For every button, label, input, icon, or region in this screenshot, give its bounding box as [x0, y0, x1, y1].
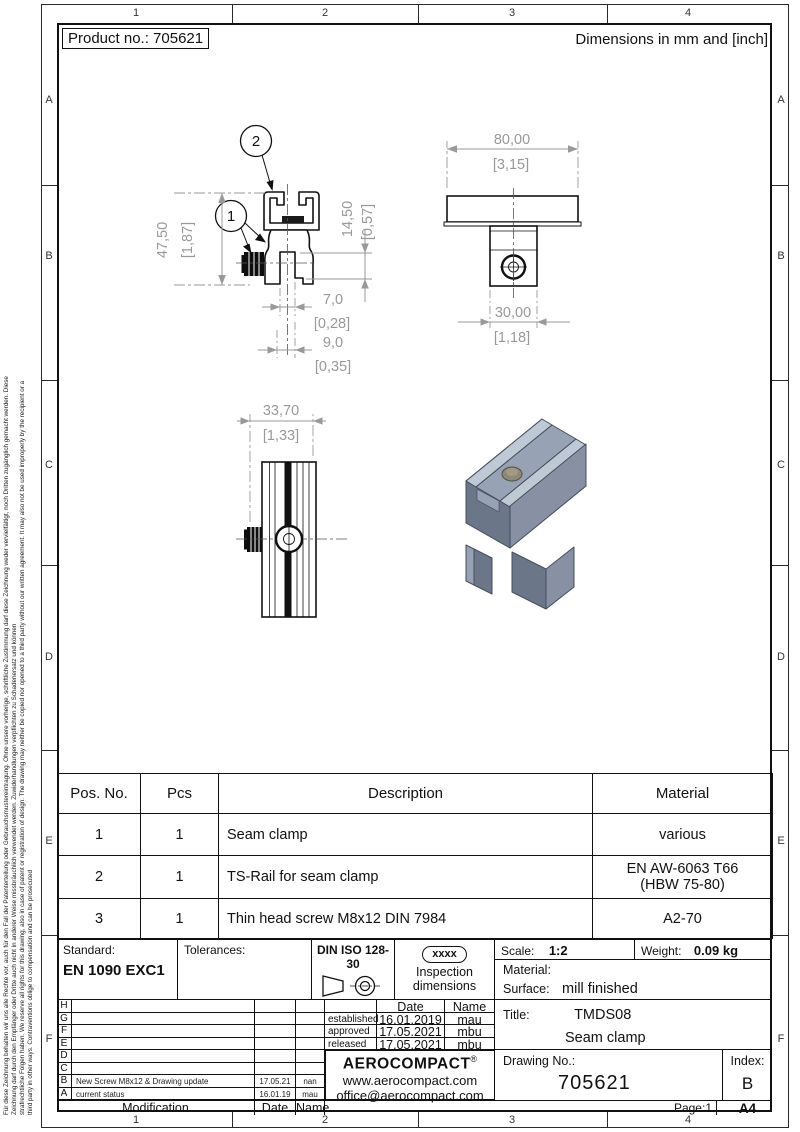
- grid-row-label: F: [45, 1033, 53, 1045]
- scale-cell: [495, 940, 635, 960]
- grid-col-label: 3: [508, 7, 516, 19]
- title-label: Title:: [503, 1008, 530, 1022]
- dim-rail-height-mm: 14,50: [340, 200, 356, 238]
- drawing-number-label: Drawing No.:: [503, 1054, 576, 1068]
- revision-row-letter: E: [57, 1038, 72, 1051]
- grid-row-label: A: [777, 94, 785, 106]
- revision-name-cell: [296, 1063, 325, 1076]
- dim-rail-height-inch: [0,57]: [360, 203, 376, 241]
- approval-label: approved: [325, 1025, 377, 1038]
- parts-table: [57, 773, 773, 939]
- revision-name: mau: [296, 1088, 325, 1101]
- approval-date-header: Date: [377, 1000, 445, 1013]
- grid-col-label: 2: [321, 1114, 329, 1126]
- dim-height-mm: 47,50: [155, 221, 171, 259]
- iso-clamp-foot-left: [474, 549, 492, 594]
- grid-row-label: C: [45, 459, 53, 471]
- revision-text: current status: [72, 1088, 255, 1101]
- revision-date-cell: [255, 1038, 296, 1051]
- dim-length-inch: [1,33]: [262, 428, 300, 444]
- top-view: [236, 403, 348, 617]
- name-header: Name: [296, 1101, 330, 1115]
- iso-clamp-body-front: [512, 552, 546, 609]
- clamp-outline: [265, 230, 313, 284]
- scale-value: 1:2: [548, 943, 568, 958]
- nut-plate: [282, 216, 304, 223]
- screw-side: [242, 252, 265, 276]
- rail-front: [447, 196, 578, 222]
- grid-col-label: 4: [684, 7, 692, 19]
- dim-length-mm: 33,70: [262, 403, 300, 419]
- title-value-line2: Seam clamp: [565, 1030, 646, 1046]
- format-indicator: A4: [738, 1101, 757, 1116]
- inspection-label-2: dimensions: [412, 979, 477, 993]
- parts-table-header: [58, 774, 773, 814]
- approval-label: established: [325, 1013, 377, 1026]
- revision-name-cell: [296, 1013, 325, 1026]
- product-number-box: Product no.: 705621: [62, 28, 209, 49]
- revision-date: 16.01.19: [255, 1088, 296, 1101]
- grid-col-label: 4: [684, 1114, 692, 1126]
- tolerances-label: Tolerances:: [184, 943, 246, 957]
- inspection-label-1: Inspection: [416, 965, 473, 979]
- section-view: [155, 126, 376, 376]
- part-desc: Thin head screw M8x12 DIN 7984: [219, 899, 593, 939]
- title-value-line1: TMDS08: [574, 1007, 632, 1023]
- standard-label: Standard:: [63, 943, 116, 957]
- projection-cell: [312, 940, 395, 1000]
- dim-base-mm: 9,0: [322, 335, 344, 351]
- balloon-1-label: 1: [226, 208, 236, 225]
- approval-date: 17.05.2021: [377, 1025, 445, 1038]
- col-header-pcs: Pcs: [141, 774, 219, 814]
- dim-clamp-width-inch: [1,18]: [493, 330, 531, 346]
- weight-label: Weight:: [641, 944, 682, 958]
- index-cell: [723, 1050, 772, 1100]
- grid-col-label: 1: [132, 7, 140, 19]
- dim-rail-width: [447, 132, 578, 188]
- tolerances-cell: [178, 940, 312, 1000]
- revision-name-cell: [296, 1000, 325, 1013]
- part-pcs: 1: [141, 899, 219, 939]
- revision-name: nan: [296, 1075, 325, 1088]
- material-label: Material:: [503, 963, 551, 977]
- first-angle-projection-icon: [317, 971, 389, 1001]
- revision-text-cell: [72, 1000, 255, 1013]
- revision-text-cell: [72, 1063, 255, 1076]
- dim-clamp-width: [458, 290, 570, 346]
- iso-view: [466, 419, 586, 609]
- dim-rail-width-mm: 80,00: [493, 132, 531, 148]
- revision-row-letter: F: [57, 1025, 72, 1038]
- part-pcs: 1: [141, 856, 219, 899]
- col-header-desc: Description: [219, 774, 593, 814]
- grid-row-label: A: [45, 94, 53, 106]
- title-block: [57, 938, 772, 1116]
- grid-row-label: B: [45, 250, 53, 262]
- approval-date: 16.01.2019: [377, 1013, 445, 1026]
- drawing-number-cell: [495, 1050, 723, 1100]
- projection-standard-label: DIN ISO 128-30: [316, 943, 390, 971]
- balloon-1: [216, 201, 267, 254]
- col-header-pos: Pos. No.: [58, 774, 141, 814]
- modification-header: Modification: [57, 1101, 255, 1115]
- part-material-line2: (HBW 75-80): [640, 877, 725, 893]
- revision-name-cell: [296, 1038, 325, 1051]
- company-block: [325, 1050, 495, 1104]
- part-material: A2-70: [593, 899, 773, 939]
- drawing-number-value: 705621: [558, 1072, 631, 1094]
- revision-date-cell: [255, 1000, 296, 1013]
- grid-row-label: E: [777, 835, 785, 847]
- units-note: Dimensions in mm and [inch]: [575, 31, 768, 48]
- dim-rail-width-inch: [3,15]: [492, 157, 530, 173]
- revision-date-cell: [255, 1013, 296, 1026]
- title-cell: [495, 1000, 772, 1050]
- part-material: [593, 856, 773, 899]
- revision-text-cell: [72, 1038, 255, 1051]
- material-surface-cell: [495, 960, 772, 1000]
- part-pos: 2: [58, 856, 141, 899]
- surface-label: Surface:: [503, 982, 550, 996]
- rail-profile-outline: [264, 192, 319, 230]
- part-pos: 3: [58, 899, 141, 939]
- balloon-2: [241, 126, 274, 192]
- registered-mark: ®: [470, 1054, 478, 1064]
- revision-date: 17.05.21: [255, 1075, 296, 1088]
- grid-col-label: 2: [321, 7, 329, 19]
- dim-slot-inch: [0,28]: [313, 316, 351, 332]
- iso-clamp-foot-left-side: [466, 545, 474, 585]
- revision-text: New Screw M8x12 & Drawing update: [72, 1075, 255, 1088]
- approval-name: mbu: [445, 1025, 495, 1038]
- revision-row-letter: A: [57, 1088, 72, 1101]
- company-logo: [326, 1054, 494, 1073]
- date-header: Date: [255, 1101, 296, 1115]
- part-material-line1: EN AW-6063 T66: [626, 861, 739, 877]
- part-material: various: [593, 814, 773, 856]
- dim-clamp-width-mm: 30,00: [494, 305, 532, 321]
- revision-row-letter: C: [57, 1063, 72, 1076]
- weight-cell: [635, 940, 772, 960]
- standard-cell: [57, 940, 178, 1000]
- revision-name-cell: [296, 1025, 325, 1038]
- grid-row-label: E: [45, 835, 53, 847]
- front-view: [444, 132, 581, 346]
- dim-height-inch: [1,87]: [180, 221, 196, 259]
- part-desc: TS-Rail for seam clamp: [219, 856, 593, 899]
- balloon-2-label: 2: [251, 133, 261, 150]
- revision-name-cell: [296, 1050, 325, 1063]
- revision-row-letter: B: [57, 1075, 72, 1088]
- grid-row-label: D: [45, 651, 53, 663]
- revision-row-letter: H: [57, 1000, 72, 1013]
- revision-row-letter: G: [57, 1013, 72, 1026]
- company-email: office@aerocompact.com: [336, 1088, 484, 1104]
- footer-strip: [57, 1100, 772, 1114]
- approval-label: released: [325, 1038, 377, 1051]
- screw-top: [244, 527, 262, 552]
- legal-note-line-de: Für diese Zeichnung behalten wir uns alle Rechte vor, auch für den Fall der Patenterteilung oder Gebrauchsmustereintragung. Ohne unsere vorherige, schriftliche Zustimmung darf diese Zeichnung weder vervielfältigt, noch Dritten zugänglich gemacht werden. Diese Zeichnung darf durch den Empfänger oder Dritte auch nicht in anderer Weise missbräuchlich verwendet werden. Zuwiderhandlungen verpflichten zu Schadenersatz und können: [3, 376, 18, 1115]
- parts-row: [58, 856, 773, 899]
- grid-col-label: 1: [132, 1114, 140, 1126]
- legal-note-line-en: strafrechtliche Folgen haben. We reserve all rights for this drawing, also in case of patent or registration of design. The drawing may neither be copied nor opened to a third party without our written agreement. It may also not be used improperly by the recipient or a third party in other ways. Contraventions oblige to compensation and can be prosecuted: [19, 380, 34, 1115]
- company-name: AEROCOMPACT: [342, 1055, 471, 1073]
- weight-value: 0.09 kg: [693, 943, 739, 958]
- page-indicator: Page:1: [647, 1101, 717, 1115]
- index-value: B: [741, 1074, 754, 1093]
- dim-slot-width: [262, 282, 350, 332]
- grid-row-label: D: [777, 651, 785, 663]
- part-pos: 1: [58, 814, 141, 856]
- inspection-dimensions-badge: xxxx: [422, 946, 466, 963]
- iso-clamp-body-right: [546, 547, 574, 609]
- part-pcs: 1: [141, 814, 219, 856]
- company-website: www.aerocompact.com: [342, 1073, 478, 1089]
- grid-col-label: 3: [508, 1114, 516, 1126]
- parts-row: [58, 814, 773, 856]
- revision-text-cell: [72, 1025, 255, 1038]
- approval-name: mbu: [445, 1038, 495, 1051]
- grid-row-label: C: [777, 459, 785, 471]
- inspection-cell: [395, 940, 495, 1000]
- revision-text-cell: [72, 1050, 255, 1063]
- revision-row-letter: D: [57, 1050, 72, 1063]
- standard-value: EN 1090 EXC1: [63, 962, 165, 979]
- dim-base-inch: [0,35]: [314, 359, 352, 375]
- approval-date: 17.05.2021: [377, 1038, 445, 1051]
- scale-label: Scale:: [501, 944, 535, 958]
- col-header-material: Material: [593, 774, 773, 814]
- revision-date-cell: [255, 1025, 296, 1038]
- surface-value: mill finished: [562, 981, 638, 997]
- index-label: Index:: [730, 1054, 765, 1068]
- grid-row-label: F: [777, 1033, 785, 1045]
- approval-name: mau: [445, 1013, 495, 1026]
- approval-label-header: [325, 1000, 377, 1013]
- approval-name-header: Name: [445, 1000, 495, 1013]
- part-desc: Seam clamp: [219, 814, 593, 856]
- parts-row: [58, 899, 773, 939]
- revision-date-cell: [255, 1050, 296, 1063]
- revision-date-cell: [255, 1063, 296, 1076]
- grid-row-label: B: [777, 250, 785, 262]
- dim-slot-mm: 7,0: [322, 292, 344, 308]
- iso-screw-head-top: [506, 468, 518, 476]
- revision-text-cell: [72, 1013, 255, 1026]
